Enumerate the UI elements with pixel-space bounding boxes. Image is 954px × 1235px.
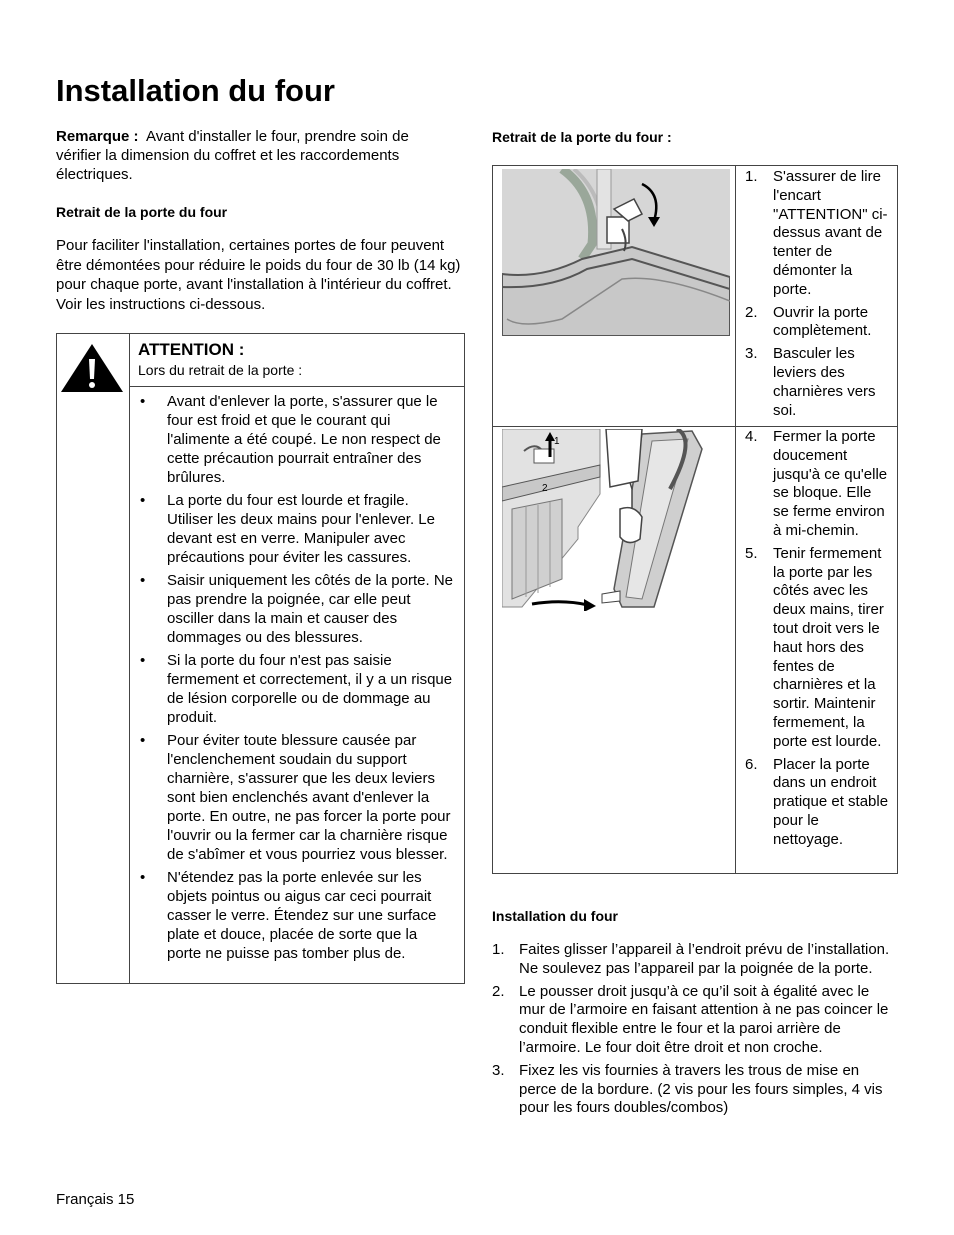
- install-step: 1. Faites glisser l’appareil à l’endroit prévu de l’installation. Ne soulevez pas l’appareil par la poignée de la porte.: [492, 941, 890, 977]
- attention-bullet: • N'étendez pas la porte enlevée sur les objets pointus ou aigus car ceci pourrait casser le verre. Étendez sur une surface plate et douce, placée de sorte que la porte ne puisse pas tomber plus de.: [130, 868, 464, 963]
- attention-header: [130, 334, 464, 387]
- note-text: Avant d'installer le four, prendre soin de vérifier la dimension du coffret et les raccordements électriques.: [56, 128, 409, 183]
- attention-subtitle: Lors du retrait de la porte :: [138, 362, 303, 378]
- table-divider-horizontal: [493, 426, 897, 427]
- left-section-heading: Retrait de la porte du four: [56, 204, 228, 220]
- attention-bullet: • Si la porte du four n'est pas saisie fermement et correctement, il y a un risque de lésion corporelle ou de dommage au produit.: [130, 651, 464, 727]
- table-divider-vertical: [735, 166, 736, 873]
- warning-triangle-icon: [59, 342, 125, 394]
- left-section-paragraph: Pour faciliter l'installation, certaines portes de four peuvent être démontées pour réduire le poids du four de 30 lb (14 kg) pour chaque porte, avant l'installation à l'intérieur du coffret. Voir les instructions ci-dessous.: [56, 237, 461, 313]
- attention-bullets: [130, 392, 464, 967]
- step-item: 3. Basculer les leviers des charnières vers soi.: [745, 345, 876, 419]
- page-footer: Français 15: [56, 1191, 135, 1208]
- right-section-heading: Retrait de la porte du four :: [492, 129, 672, 145]
- door-lift-illustration: [502, 429, 730, 611]
- attention-bullet: • La porte du four est lourde et fragile. Utiliser les deux mains pour l'enlever. Le devant est en verre. Manipuler avec précautions pour éviter les cassures.: [130, 491, 464, 567]
- attention-bullet: • Pour éviter toute blessure causée par l'enclenchement soudain du support charnière, s'assurer que les deux leviers sont bien enclenchés avant d'enlever la porte. En outre, ne pas forcer la porte pour l'ouvrir ou la fermer car la charnière risque de s'abîmer et vous pourriez vous blesser.: [130, 731, 464, 864]
- step-item: 5. Tenir fermement la porte par les côtés avec les deux mains, tirer tout droit vers le haut hors des fentes de charnières et la sortir. Maintenir fermement, la porte est lourde.: [745, 544, 884, 750]
- steps-top: [737, 168, 897, 424]
- attention-box: [56, 333, 465, 984]
- attention-title: ATTENTION :: [138, 340, 245, 359]
- page-title: Installation du four: [56, 73, 335, 108]
- install-steps: [492, 941, 896, 1122]
- install-step: 2. Le pousser droit jusqu’à ce qu’il soit à égalité avec le mur de l’armoire en faisant attention à ne pas coincer le conduit flexible entre le four et la paroi arrière de l’armoire. Le four doit être droit et non croche.: [492, 982, 889, 1056]
- note-paragraph: [56, 127, 456, 184]
- install-heading: Installation du four: [492, 908, 618, 924]
- step-item: 2. Ouvrir la porte complètement.: [745, 303, 872, 340]
- figure-label-1: 1: [554, 436, 560, 447]
- step-item: 6. Placer la porte dans un endroit pratique et stable pour le nettoyage.: [745, 755, 889, 848]
- steps-bottom: [737, 428, 897, 854]
- attention-bullet: • Saisir uniquement les côtés de la porte. Ne pas prendre la poignée, car elle peut osciller dans la main et causer des dommages ou des blessures.: [130, 571, 464, 647]
- attention-icon-cell: [57, 334, 130, 983]
- figure-label-2: 2: [542, 483, 548, 494]
- step-item: 4. Fermer la porte doucement jusqu'à ce qu'elle se bloque. Elle se ferme environ à mi-chemin.: [745, 428, 888, 539]
- hinge-lever-illustration: [502, 169, 730, 336]
- door-removal-table: [492, 165, 898, 874]
- step-item: 1. S'assurer de lire l'encart "ATTENTION" ci-dessus avant de tenter de démonter la porte.: [745, 168, 888, 298]
- install-step: 3. Fixez les vis fournies à travers les trous de mise en perce de la bordure. (2 vis pour les fours simples, 4 vis pour les fours doubles/combos): [492, 1061, 883, 1117]
- note-label: Remarque :: [56, 128, 139, 145]
- attention-bullet: • Avant d'enlever la porte, s'assurer que le four est froid et que le courant qui l'alimente a été coupé. Le non respect de cette précaution pourrait entraîner des brûlures.: [130, 392, 464, 487]
